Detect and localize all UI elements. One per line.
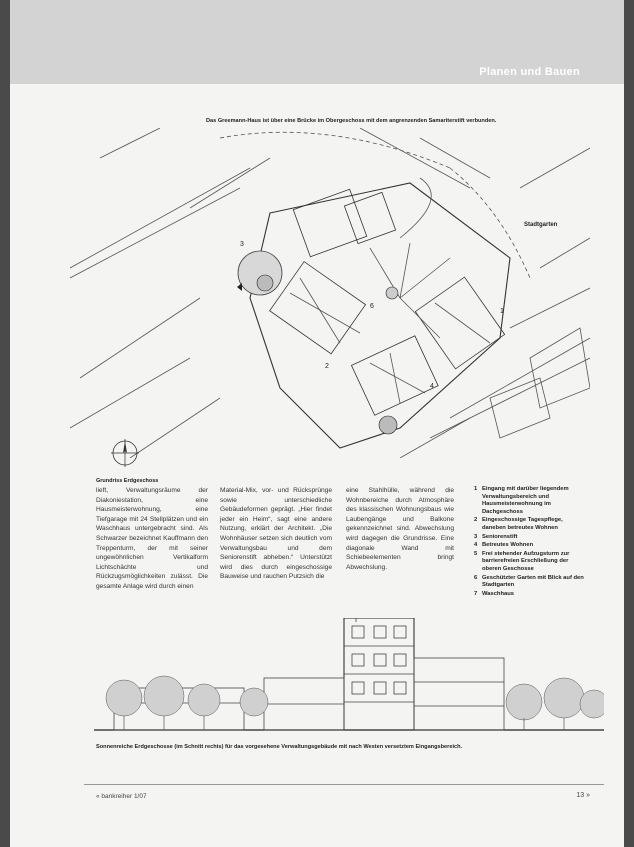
legend-item: 4 Betreutes Wohnen: [474, 542, 534, 549]
legend-item: 3 Seniorenstift: [474, 533, 518, 540]
page-right-shadow: [624, 0, 634, 847]
svg-text:1: 1: [500, 308, 504, 315]
stadtgarten-label: Stadtgarten: [524, 222, 558, 228]
body-column-2: Material-Mix, vor- und Rücksprünge sowie unterschiedliche Gebäudeformen geprägt. „Hier findet jeder ein Heim“, sagt eine andere Nutzung, erklärt der Architekt. „Die Wohnhäuser setzen sich deutlich vom Verwaltungsbau und dem Seniorenstift abheben.“ Unterstützt wird dies durch eingeschossige Bauweise und rauchen Putzsich die: [220, 487, 332, 581]
bottom-caption: Sonnenreiche Erdgeschosse (im Schnitt rechts) für das vorgesehene Verwaltungsgebäude mit nach Westen versetztem Eingangsbereich.: [96, 744, 463, 750]
plan-label: Grundriss Erdgeschoss: [96, 478, 159, 484]
north-arrow-icon: [110, 438, 140, 468]
footer-publication: « bankreiher 1/07: [96, 793, 147, 800]
page-left-shadow: [0, 0, 10, 847]
legend-item: 7 Waschhaus: [474, 590, 514, 597]
body-column-1: lieft, Verwaltungsräume der Diakoniestation, eine Hausmeisterwohnung, eine Tiefgarage mit 24 Stellplätzen und ein Waschhaus untergebracht sind. Als Schwarzer bezeichnet Kauffmann den Treppenturm, der mit seiner ungewöhnlichen Vertikalform Lichtschächte und Rückzugsmöglichkeiten zulässt. Die gesamte Anlage wird durch einen: [96, 487, 208, 590]
body-column-3: eine Stahlhülle, während die Wohnbereiche durch Atmosphäre des klassischen Wohnungsbaus wie Laubengänge und Balkone gekennzeichnet sind. Abwechslung wird dagegen die Grundrisse. Eine diagonale Wand mit Schiebeelementen bringt Abwechslung.: [346, 487, 454, 571]
building-section-drawing: [94, 618, 604, 738]
svg-text:3: 3: [240, 241, 244, 248]
top-caption: Das Greemann-Haus ist über eine Brücke im Obergeschoss mit dem angrenzenden Samariterstift verbunden.: [206, 118, 497, 124]
svg-text:6: 6: [370, 303, 374, 310]
legend-item: 2 Eingeschossige Tagespflege, daneben betreutes Wohnen: [474, 517, 563, 531]
footer-divider: [84, 784, 604, 785]
legend-list: [474, 486, 584, 599]
magazine-page: [10, 0, 624, 847]
site-plan-drawing: [70, 128, 590, 458]
svg-text:4: 4: [430, 383, 434, 390]
legend-item: 1 Eingang mit darüber liegendem Verwaltungsbereich und Hausmeisterwohnung im Dachgeschoss: [474, 486, 569, 515]
legend-item: 6 Geschützter Garten mit Blick auf den Stadtgarten: [474, 574, 584, 589]
section-title: Planen und Bauen: [479, 66, 580, 78]
page-number: 13 »: [576, 792, 590, 799]
legend-item: 5 Frei stehender Aufzugsturm zur barrierefreien Erschließung der oberen Geschosse: [474, 550, 570, 572]
svg-text:2: 2: [325, 363, 329, 370]
